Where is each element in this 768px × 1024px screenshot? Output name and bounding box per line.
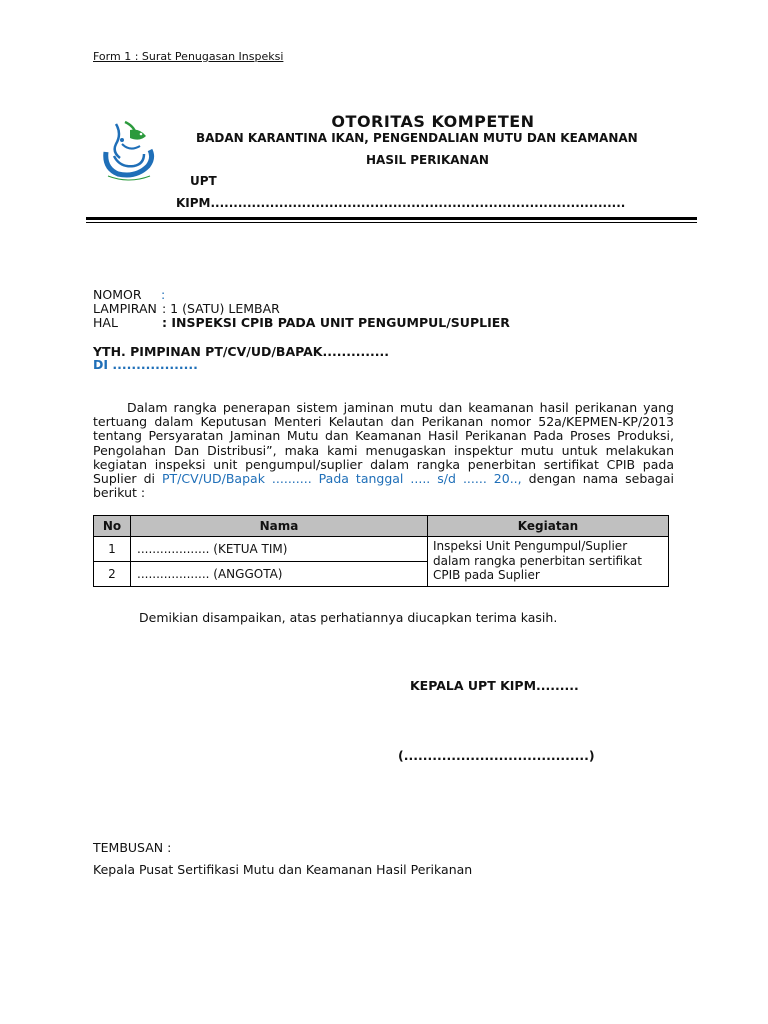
tembusan-label: TEMBUSAN :: [93, 840, 172, 855]
header-nama: Nama: [131, 516, 428, 537]
row-nama: ................... (ANGGOTA): [131, 562, 428, 587]
header-no: No: [94, 516, 131, 537]
signatory-title: KEPALA UPT KIPM.........: [410, 678, 579, 693]
nomor-label: NOMOR: [93, 287, 142, 302]
signatory-name: (.......................................): [398, 748, 595, 763]
assignment-table: [93, 515, 669, 587]
lampiran-value: : 1 (SATU) LEMBAR: [162, 301, 280, 316]
kkp-emblem-icon: [100, 118, 158, 184]
row-no: 1: [94, 537, 131, 562]
row-kegiatan: Inspeksi Unit Pengumpul/Suplier dalam rangka penerbitan sertifikat CPIB pada Suplier: [428, 537, 669, 587]
row-no: 2: [94, 562, 131, 587]
org-upt-line: UPT: [190, 174, 217, 188]
table-header-row: [94, 516, 669, 537]
hal-value: : INSPEKSI CPIB PADA UNIT PENGUMPUL/SUPLIER: [162, 315, 510, 330]
document-title: OTORITAS KOMPETEN: [331, 112, 535, 131]
header-divider-thin: [86, 222, 697, 223]
table-row: [94, 537, 669, 562]
body-text-main: Dalam rangka penerapan sistem jaminan mutu dan keamanan hasil perikanan yang tertuang dalam Keputusan Menteri Kelautan dan Perikanan nomor 52a/KEPMEN-KP/2013 tentang Persyaratan Jaminan Mutu dan Keamanan Hasil Perikanan Pada Proses Produksi, Pengolahan Dan Distribusi”, maka kami menugaskan inspektur mutu untuk melakukan kegiatan inspeksi unit pengumpul/suplier dalam rangka penerbitan sertifikat CPIB pada Suplier di: [93, 400, 674, 487]
org-name-line1: BADAN KARANTINA IKAN, PENGENDALIAN MUTU DAN KEAMANAN: [196, 131, 638, 145]
closing-sentence: Demikian disampaikan, atas perhatiannya diucapkan terima kasih.: [139, 610, 558, 625]
body-paragraph: [93, 401, 674, 500]
body-text-placeholder: PT/CV/UD/Bapak .......... Pada tanggal ..... s/d ...... 20..,: [162, 471, 522, 487]
body-text-end: dengan nama sebagai berikut :: [93, 471, 674, 501]
header-kegiatan: Kegiatan: [428, 516, 669, 537]
tembusan-item: Kepala Pusat Sertifikasi Mutu dan Keamanan Hasil Perikanan: [93, 862, 473, 877]
org-kipm-line: KIPM...........................................................................................: [176, 196, 626, 210]
lampiran-label: LAMPIRAN: [93, 301, 157, 316]
row-nama: ................... (KETUA TIM): [131, 537, 428, 562]
recipient-location: DI ..................: [93, 357, 198, 372]
form-label: Form 1 : Surat Penugasan Inspeksi: [93, 50, 284, 63]
header-divider-thick: [86, 217, 697, 220]
org-name-line2: HASIL PERIKANAN: [366, 153, 489, 167]
nomor-separator: :: [161, 287, 166, 302]
recipient-line: YTH. PIMPINAN PT/CV/UD/BAPAK..............: [93, 344, 389, 359]
hal-label: HAL: [93, 315, 118, 330]
